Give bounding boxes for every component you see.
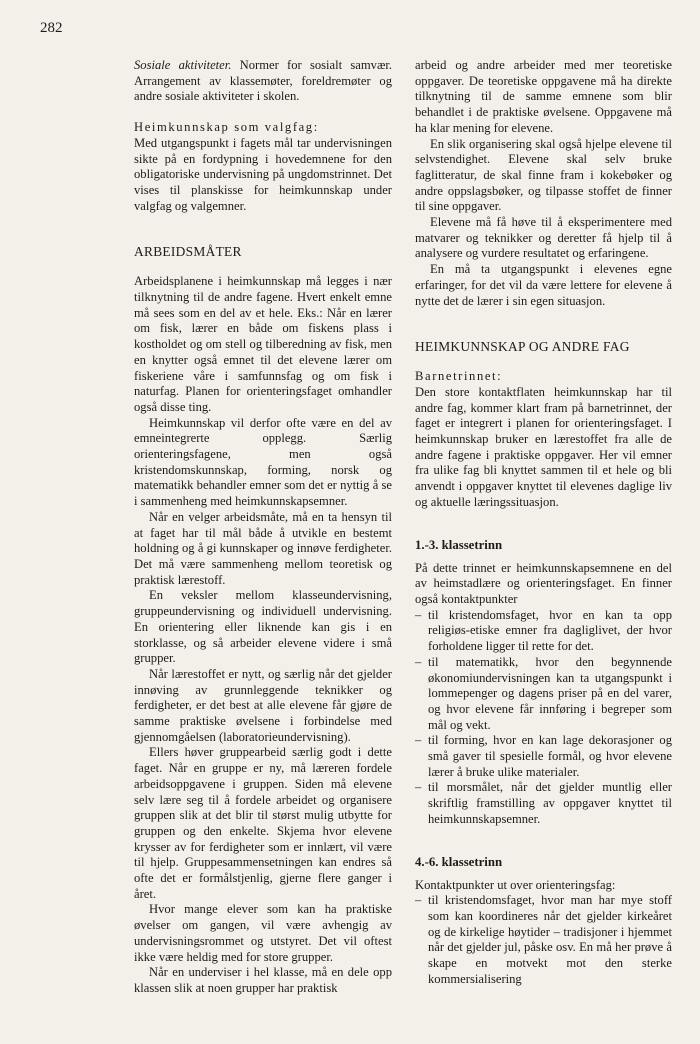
page-number: 282	[40, 20, 63, 36]
body-paragraph: Når lærestoffet er nytt, og særlig når det gjelder innøving av grunnleggende teknikker og ferdigheter, er det best at alle elevene får gjøre de samme praktiske øvelsene i forbindelse med gjennomgåelsen (laboratorieundervisning).	[134, 666, 392, 744]
body-paragraph: Når en velger arbeidsmåte, må en ta hensyn til at faget har til mål både å utvikle en bestemt holdning og å gi kunnskaper og innøve ferdigheter. Det må være sammenheng mellom teoretisk og praktisk lærestoff.	[134, 509, 392, 587]
body-paragraph: En slik organisering skal også hjelpe elevene til selvstendighet. Elevene skal selv bruke faglitteratur, de skal finne fram i kokebøker og andre oppslagsbøker, og tilpasse stoffet de finner til sine oppgaver.	[415, 136, 672, 214]
klasse-4-6-list	[415, 893, 672, 987]
list-item: – til forming, hvor en kan lage dekorasjoner og små gaver til spesielle formål, og hvor elevene lærer å bruke ulike materialer.	[415, 733, 672, 780]
sosiale-aktiviteter-lead: Sosiale aktiviteter.	[134, 58, 232, 72]
list-item: – til morsmålet, når det gjelder muntlig eller skriftlig framstilling av oppgaver knyttet til heimkunnskapsemner.	[415, 780, 672, 827]
list-item: – til kristendomsfaget, hvor man har mye stoff som kan koordineres når det gjelder kirkeåret og de kirkelige høytider – tradisjoner i hjemmet når det gjelder jul, påske osv. En må her prøve å skape en motvekt mot den sterke kommersialisering	[415, 893, 672, 987]
klasse-1-3-heading: 1.-3. klassetrinn	[415, 537, 503, 552]
body-paragraph: Ellers høver gruppearbeid særlig godt i dette faget. Når en gruppe er ny, må læreren fordele arbeidsoppgavene i gruppen. Siden må elevene selv lære seg til å fordele arbeidet og organisere gruppen slik at det blir til størst mulig utbytte for gruppen og den enkelte. Skjema hvor elevene krysser av for ferdigheter som er innlært, vil være til hjelp. Gruppesammensetningen kan endres så ofte det er formålstjenlig, gjerne flere ganger i året.	[134, 745, 392, 901]
klasse-4-6-intro: Kontaktpunkter ut over orienteringsfag:	[415, 877, 616, 892]
body-paragraph: En må ta utgangspunkt i elevenes egne erfaringer, for det vil da være lettere for elevene å nytte det de lærer i sin egen situasjon.	[415, 262, 672, 308]
sosiale-aktiviteter-paragraph	[134, 58, 392, 105]
sosiale-aktiviteter-text: Normer for sosialt samvær. Arrangement av klassemøter, foreldremøter og andre sosiale aktiviteter i skolen.	[134, 58, 392, 104]
body-paragraph: Elevene må få høve til å eksperimentere med matvarer og teknikker og deretter få hjelp til å analysere og vurdere resultatet og erfaringene.	[415, 215, 672, 261]
left-column	[134, 58, 392, 997]
valgfag-paragraph	[134, 120, 392, 214]
body-paragraph: En veksler mellom klasseundervisning, gruppeundervisning og individuell undervisning. En orientering eller liknende kan gis i en storklasse, og så arbeider elevene videre i små grupper.	[134, 588, 392, 666]
klasse-1-3-intro: På dette trinnet er heimkunnskapsemnene en del av heimstadlære og orienteringsfaget. En finner også kontaktpunkter	[415, 560, 672, 606]
klasse-4-6-heading: 4.-6. klassetrinn	[415, 854, 503, 869]
body-paragraph: arbeid og andre arbeider med mer teoretiske oppgaver. De teoretiske oppgavene må ha direkte tilknytning til de samme emnene som blir behandlet i de praktiske øvelsene. Oppgavene må ha klar mening for elevene.	[415, 58, 672, 135]
barnetrinnet-heading: Barnetrinnet:	[415, 369, 503, 384]
klasse-1-3-list	[415, 608, 672, 828]
right-column	[415, 58, 672, 987]
body-paragraph: Arbeidsplanene i heimkunnskap må legges i nær tilknytning til de andre fagene. Hvert enkelt emne må sees som en del av et hele. Eks.: Når en lærer om fisk, lærer en både om fiskens plass i kostholdet og om stell og tilberedning av fisk, men en knytter også emnet til det elevene lærer om fiskeriene våre i samfunnsfag og om fisk i naturfag. Planen for orienteringsfaget omhandler også disse ting.	[134, 274, 392, 414]
list-item: – til kristendomsfaget, hvor en kan ta opp religiøs-etiske emner fra dagliglivet, der hvor forholdene ligger til rette for det.	[415, 608, 672, 655]
body-paragraph: Når en underviser i hel klasse, må en dele opp klassen slik at noen grupper har praktisk	[134, 965, 392, 995]
valgfag-heading: Heimkunnskap som valgfag:	[134, 120, 319, 135]
list-item: – til matematikk, hvor den begynnende økonomiundervisningen kan ta utgangspunkt i lommepenger og dagens priser på en del varer, og hvor elevene får innføring i begreper som mål og vekt.	[415, 655, 672, 734]
barnetrinnet-text: Den store kontaktflaten heimkunnskap har til andre fag, kommer klart fram på barnetrinnet, der faget er integrert i planen for orienteringsfaget. I heimkunnskap bruker en lærestoffet fra alle de andre fagene i praktiske oppgaver. Her vil emner fra ulike fag bli knyttet sammen til et hele og bli anvendt i oppgaver knyttet til elevenes daglige liv og aktuelle læringssituasjon.	[415, 384, 672, 509]
body-paragraph: Heimkunnskap vil derfor ofte være en del av emneintegrerte opplegg. Særlig orienteringsfagene, men også kristendomskunnskap, forming, norsk og matematikk behandler emner som det er nyttig å se i sammenheng med heimkunnskapsemner.	[134, 415, 392, 509]
body-paragraph: Hvor mange elever som kan ha praktiske øvelser om gangen, vil være avhengig av undervisningsrommet og utstyret. Det vil oftest ikke være heldig med for store grupper.	[134, 902, 392, 964]
valgfag-text: Med utgangspunkt i fagets mål tar undervisningen sikte på en fordypning i hovedemnene for den obligatoriske undervisning på ungdomstrinnet. Det vises til planskisse for heimkunnskap under valgfag og valgemner.	[134, 135, 392, 213]
andre-fag-heading: HEIMKUNNSKAP OG ANDRE FAG	[415, 339, 630, 355]
barnetrinnet-paragraph	[415, 369, 672, 510]
arbeidsmater-heading: ARBEIDSMÅTER	[134, 244, 242, 260]
